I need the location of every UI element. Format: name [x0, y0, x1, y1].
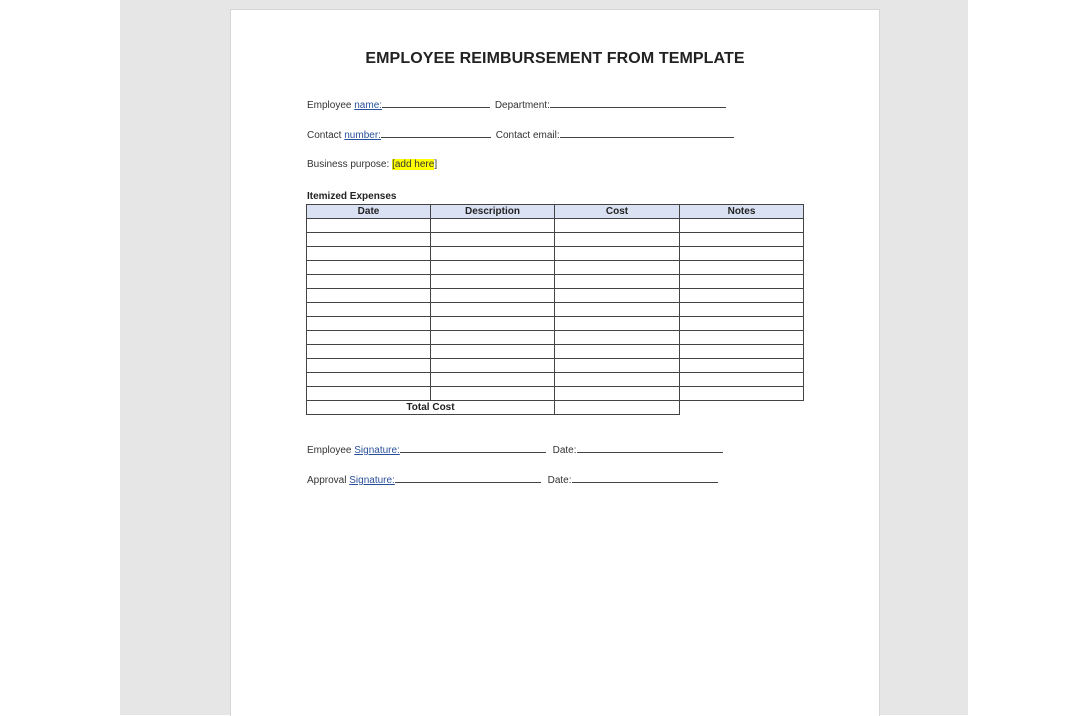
cell-date[interactable] — [307, 387, 431, 401]
contact-number-field[interactable] — [381, 128, 491, 138]
cell-description[interactable] — [431, 247, 555, 261]
table-row — [307, 275, 804, 289]
cell-description[interactable] — [431, 303, 555, 317]
cell-date[interactable] — [307, 247, 431, 261]
employee-date-field[interactable] — [577, 443, 723, 453]
contact-email-field[interactable] — [560, 128, 734, 138]
business-purpose-bracket-open: [ — [392, 159, 395, 170]
cell-cost[interactable] — [555, 303, 680, 317]
cell-description[interactable] — [431, 359, 555, 373]
table-row — [307, 359, 804, 373]
table-row — [307, 289, 804, 303]
cell-date[interactable] — [307, 219, 431, 233]
cell-cost[interactable] — [555, 289, 680, 303]
employee-date-label: Date: — [552, 445, 577, 456]
cell-cost[interactable] — [555, 261, 680, 275]
table-header-row — [307, 205, 804, 219]
employee-name-field[interactable] — [382, 98, 490, 108]
approval-signature-row — [307, 473, 718, 486]
cell-description[interactable] — [431, 345, 555, 359]
contact-email-label: Contact email: — [495, 130, 560, 141]
total-row — [307, 401, 804, 415]
employee-signature-label: Employee Signature: — [307, 445, 400, 456]
business-purpose-placeholder[interactable]: add here — [394, 159, 435, 170]
cell-cost[interactable] — [555, 317, 680, 331]
expenses-table — [306, 204, 804, 415]
cell-description[interactable] — [431, 233, 555, 247]
approval-signature-label: Approval Signature: — [307, 475, 395, 486]
cell-notes[interactable] — [680, 261, 804, 275]
header-cost: Cost — [555, 205, 680, 219]
cell-date[interactable] — [307, 233, 431, 247]
cell-notes[interactable] — [680, 387, 804, 401]
cell-cost[interactable] — [555, 219, 680, 233]
cell-notes[interactable] — [680, 345, 804, 359]
cell-notes[interactable] — [680, 275, 804, 289]
employee-name-label: Employee name: — [307, 100, 383, 111]
cell-date[interactable] — [307, 289, 431, 303]
cell-description[interactable] — [431, 317, 555, 331]
cell-notes[interactable] — [680, 233, 804, 247]
itemized-expenses-heading: Itemized Expenses — [307, 191, 397, 202]
table-row — [307, 373, 804, 387]
table-row — [307, 331, 804, 345]
table-row — [307, 387, 804, 401]
department-label: Department: — [494, 100, 550, 111]
cell-notes[interactable] — [680, 359, 804, 373]
cell-cost[interactable] — [555, 247, 680, 261]
table-row — [307, 247, 804, 261]
business-purpose-label: Business purpose: — [307, 159, 393, 170]
table-row — [307, 303, 804, 317]
cell-notes[interactable] — [680, 247, 804, 261]
cell-cost[interactable] — [555, 275, 680, 289]
employee-signature-row — [307, 443, 723, 456]
total-cost-cell[interactable] — [555, 401, 680, 415]
cell-description[interactable] — [431, 261, 555, 275]
cell-notes[interactable] — [680, 317, 804, 331]
cell-notes[interactable] — [680, 289, 804, 303]
approval-signature-field[interactable] — [395, 473, 541, 483]
cell-date[interactable] — [307, 261, 431, 275]
cell-date[interactable] — [307, 317, 431, 331]
cell-date[interactable] — [307, 373, 431, 387]
table-row — [307, 219, 804, 233]
header-date: Date — [307, 205, 431, 219]
cell-cost[interactable] — [555, 331, 680, 345]
table-row — [307, 317, 804, 331]
header-description: Description — [431, 205, 555, 219]
cell-cost[interactable] — [555, 359, 680, 373]
cell-date[interactable] — [307, 345, 431, 359]
table-row — [307, 233, 804, 247]
document-title: EMPLOYEE REIMBURSEMENT FROM TEMPLATE — [365, 50, 745, 67]
cell-notes[interactable] — [680, 373, 804, 387]
employee-signature-field[interactable] — [400, 443, 546, 453]
cell-date[interactable] — [307, 303, 431, 317]
business-purpose-bracket-close: ] — [434, 159, 438, 170]
cell-notes[interactable] — [680, 219, 804, 233]
cell-date[interactable] — [307, 275, 431, 289]
cell-notes[interactable] — [680, 303, 804, 317]
approval-date-field[interactable] — [572, 473, 718, 483]
cell-cost[interactable] — [555, 387, 680, 401]
table-row — [307, 261, 804, 275]
cell-description[interactable] — [431, 219, 555, 233]
cell-cost[interactable] — [555, 373, 680, 387]
employee-name-row — [307, 98, 726, 111]
department-field[interactable] — [550, 98, 726, 108]
document-page — [230, 9, 880, 716]
approval-date-label: Date: — [547, 475, 572, 486]
cell-date[interactable] — [307, 359, 431, 373]
cell-description[interactable] — [431, 289, 555, 303]
cell-description[interactable] — [431, 373, 555, 387]
total-row-empty — [680, 401, 804, 415]
expenses-table-body — [307, 219, 804, 401]
cell-notes[interactable] — [680, 331, 804, 345]
contact-row — [307, 128, 734, 141]
contact-number-label: Contact number: — [307, 130, 381, 141]
cell-cost[interactable] — [555, 233, 680, 247]
business-purpose-row — [307, 159, 437, 170]
cell-date[interactable] — [307, 331, 431, 345]
header-notes: Notes — [680, 205, 804, 219]
total-cost-label: Total Cost — [307, 401, 555, 415]
cell-description[interactable] — [431, 387, 555, 401]
table-row — [307, 345, 804, 359]
cell-cost[interactable] — [555, 345, 680, 359]
cell-description[interactable] — [431, 331, 555, 345]
cell-description[interactable] — [431, 275, 555, 289]
